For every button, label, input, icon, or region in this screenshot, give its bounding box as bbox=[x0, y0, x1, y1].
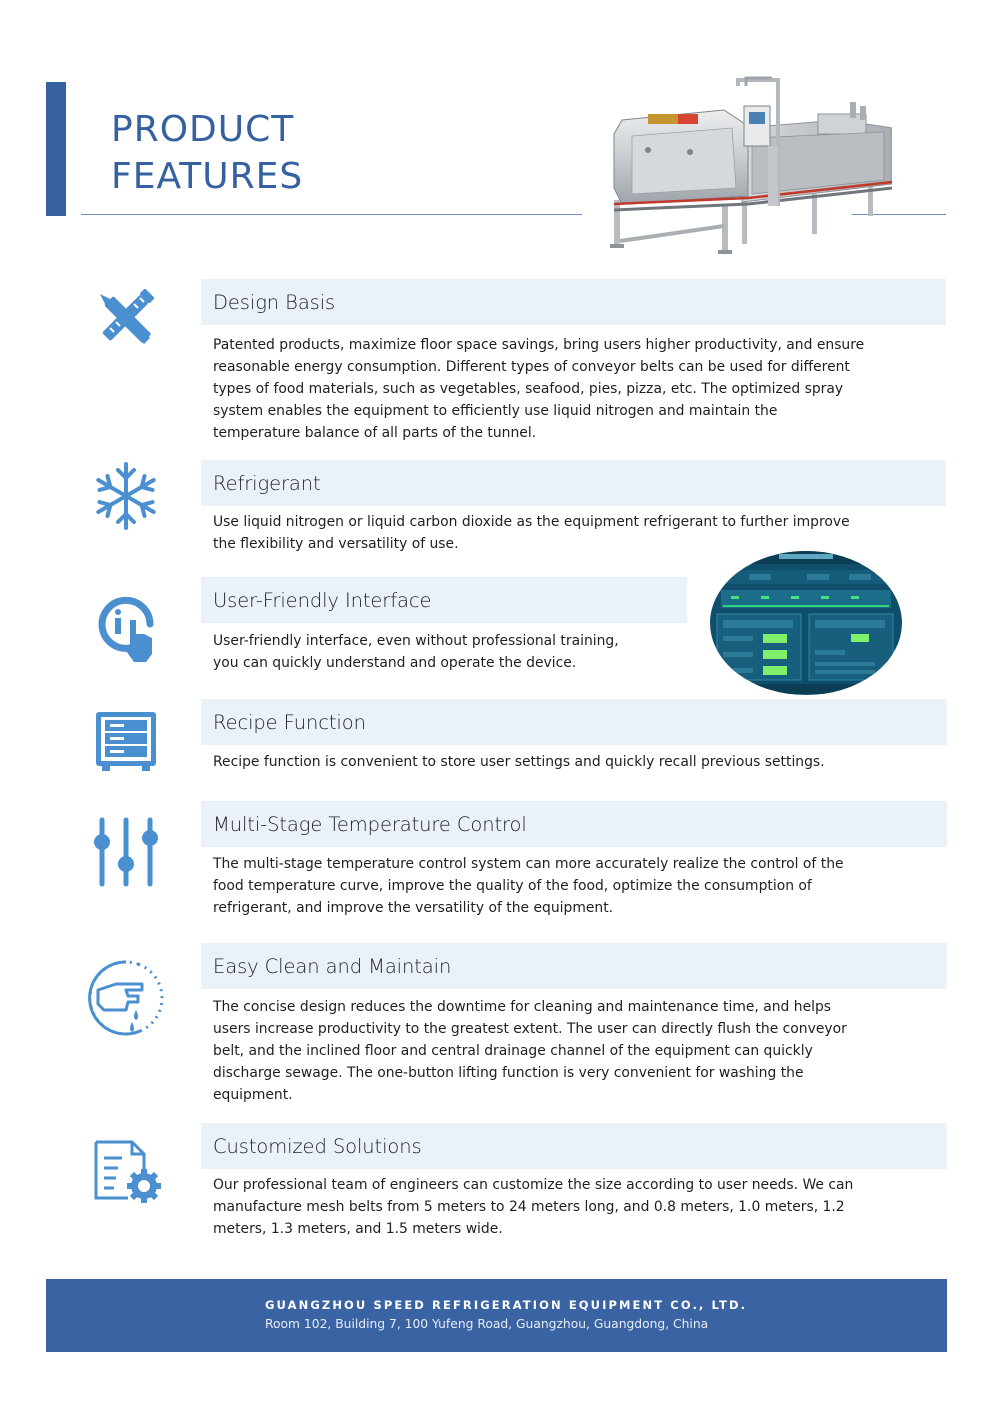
section-temperature-heading bbox=[201, 801, 947, 847]
section-design-basis-heading bbox=[201, 279, 946, 325]
text-line: discharge sewage. The one-button lifting function is very convenient for washing the bbox=[213, 1065, 804, 1081]
text-line: User-friendly interface, even without professional training, bbox=[213, 633, 619, 649]
title-accent-bar bbox=[46, 82, 66, 216]
section-heading-text: Refrigerant bbox=[213, 471, 321, 495]
footer-company-name: GUANGZHOU SPEED REFRIGERATION EQUIPMENT CO., LTD. bbox=[265, 1298, 748, 1312]
section-recipe-text bbox=[213, 751, 825, 773]
header-divider-left bbox=[81, 214, 582, 215]
text-line: users increase productivity to the greatest extent. The user can directly flush the conveyor bbox=[213, 1021, 847, 1037]
footer-address: Room 102, Building 7, 100 Yufeng Road, Guangzhou, Guangdong, China bbox=[265, 1317, 709, 1331]
footer bbox=[46, 1279, 947, 1352]
text-line: The multi-stage temperature control system can more accurately realize the control of the bbox=[213, 856, 844, 872]
text-line: manufacture mesh belts from 5 meters to 24 meters long, and 0.8 meters, 1.0 meters, 1.2 bbox=[213, 1199, 845, 1215]
text-line: reasonable energy consumption. Different types of conveyor belts can be used for different bbox=[213, 359, 850, 375]
page-title bbox=[111, 106, 303, 200]
section-temperature-text bbox=[213, 853, 844, 919]
text-line: belt, and the inclined floor and central drainage channel of the equipment can quickly bbox=[213, 1043, 813, 1059]
freezer-tunnel-image bbox=[592, 76, 892, 262]
text-line: system enables the equipment to efficiently use liquid nitrogen and maintain the bbox=[213, 403, 778, 419]
text-line: meters, 1.3 meters, and 1.5 meters wide. bbox=[213, 1221, 503, 1237]
page-title-line1: PRODUCT bbox=[111, 109, 295, 150]
section-heading-text: Design Basis bbox=[213, 290, 336, 314]
section-heading-text: Recipe Function bbox=[213, 710, 366, 734]
info-touch-icon bbox=[88, 590, 164, 666]
text-line: food temperature curve, improve the quality of the food, optimize the consumption of bbox=[213, 878, 812, 894]
page-title-line2: FEATURES bbox=[111, 156, 304, 197]
text-line: The concise design reduces the downtime for cleaning and maintenance time, and helps bbox=[213, 999, 832, 1015]
sliders-icon bbox=[88, 814, 164, 890]
recipe-server-icon bbox=[88, 704, 164, 780]
section-refrigerant-heading bbox=[201, 460, 946, 506]
section-custom-heading bbox=[201, 1123, 947, 1169]
hand-wash-icon bbox=[88, 960, 164, 1036]
section-heading-text: User-Friendly Interface bbox=[213, 588, 432, 612]
section-interface-heading bbox=[201, 577, 687, 623]
text-line: you can quickly understand and operate the device. bbox=[213, 655, 577, 671]
text-line: types of food materials, such as vegetables, seafood, pies, pizza, etc. The optimized spray bbox=[213, 381, 844, 397]
section-recipe-heading bbox=[201, 699, 947, 745]
text-line: Recipe function is convenient to store user settings and quickly recall previous settings. bbox=[213, 754, 825, 770]
section-interface-text bbox=[213, 630, 619, 674]
text-line: Patented products, maximize floor space savings, bring users higher productivity, and ensure bbox=[213, 337, 865, 353]
section-clean-text bbox=[213, 996, 847, 1106]
section-heading-text: Multi-Stage Temperature Control bbox=[213, 812, 527, 836]
text-line: temperature balance of all parts of the tunnel. bbox=[213, 425, 537, 441]
section-clean-heading bbox=[201, 943, 947, 989]
design-tools-icon bbox=[88, 282, 164, 358]
section-heading-text: Customized Solutions bbox=[213, 1134, 422, 1158]
section-heading-text: Easy Clean and Maintain bbox=[213, 954, 452, 978]
section-design-basis-text bbox=[213, 334, 864, 444]
document-gear-icon bbox=[88, 1136, 164, 1212]
section-refrigerant-text bbox=[213, 511, 850, 555]
section-custom-text bbox=[213, 1174, 853, 1240]
text-line: refrigerant, and improve the versatility of the equipment. bbox=[213, 900, 614, 916]
snowflake-icon bbox=[88, 458, 164, 534]
text-line: equipment. bbox=[213, 1087, 293, 1103]
hmi-screen-image bbox=[709, 550, 903, 696]
text-line: the flexibility and versatility of use. bbox=[213, 536, 459, 552]
text-line: Use liquid nitrogen or liquid carbon dioxide as the equipment refrigerant to further improve bbox=[213, 514, 850, 530]
text-line: Our professional team of engineers can customize the size according to user needs. We can bbox=[213, 1177, 854, 1193]
